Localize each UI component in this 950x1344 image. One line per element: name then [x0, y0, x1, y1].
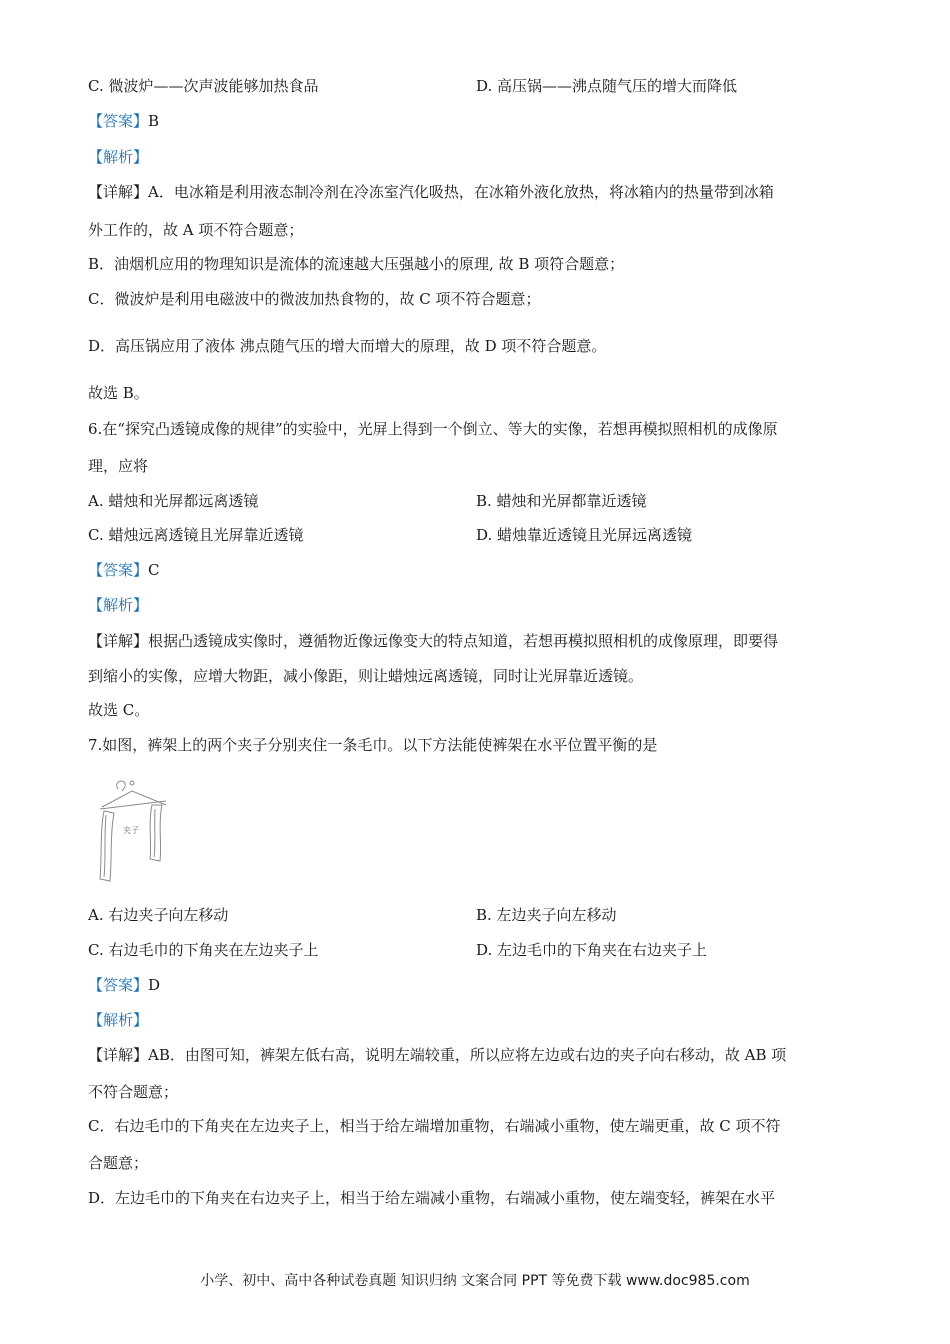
q5-detail-1: 【详解】A．电冰箱是利用液态制冷剂在冷冻室汽化吸热，在冰箱外液化放热，将冰箱内的热量带到冰箱 [88, 183, 774, 201]
q5-detail-4: C．微波炉是利用电磁波中的微波加热食物的，故 C 项不符合题意； [88, 290, 541, 308]
q7-analysis-label: 【解析】 [88, 1011, 149, 1029]
q5-detail-5: D．高压锅应用了液体 沸点随气压的增大而增大的原理，故 D 项不符合题意。 [88, 337, 607, 355]
q5-detail-2: 外工作的，故 A 项不符合题意； [88, 221, 304, 239]
q5-option-c: C. 微波炉——次声波能够加热食品 [88, 77, 319, 95]
q5-option-d: D. 高压锅——沸点随气压的增大而降低 [476, 77, 738, 95]
q6-stem-1: 6.在“探究凸透镜成像的规律”的实验中，光屏上得到一个倒立、等大的实像，若想再模拟照相机的成像原 [88, 420, 778, 438]
q7-detail-3: C．右边毛巾的下角夹在左边夹子上，相当于给左端增加重物，右端减小重物，使左端更重，故 C 项不符 [88, 1117, 781, 1135]
q5-conclusion: 故选 B。 [88, 384, 149, 402]
answer-label: 【答案】 [88, 976, 149, 994]
left-towel [100, 811, 114, 881]
hanger-hook [117, 781, 126, 791]
q7-detail-4: 合题意； [88, 1154, 149, 1172]
q6-stem-2: 理，应将 [88, 457, 149, 475]
hanger-towel-figure [92, 775, 172, 887]
right-towel [150, 805, 162, 861]
q7-answer [88, 975, 160, 995]
q5-answer [88, 111, 159, 131]
q5-detail-3: B．油烟机应用的物理知识是流体的流速越大压强越小的原理, 故 B 项符合题意； [88, 255, 625, 273]
q6-option-a: A. 蜡烛和光屏都远离透镜 [88, 492, 259, 510]
answer-label: 【答案】 [88, 561, 149, 579]
q6-detail-2: 到缩小的实像，应增大物距，减小像距，则让蜡烛远离透镜，同时让光屏靠近透镜。 [88, 667, 644, 685]
q6-analysis-label: 【解析】 [88, 596, 149, 614]
figure-clip-label: 夹子 [123, 826, 139, 835]
q6-conclusion: 故选 C。 [88, 701, 150, 719]
q6-option-b: B. 蜡烛和光屏都靠近透镜 [476, 492, 647, 510]
q7-option-d: D. 左边毛巾的下角夹在右边夹子上 [476, 941, 708, 959]
q6-option-d: D. 蜡烛靠近透镜且光屏远离透镜 [476, 526, 693, 544]
q7-option-a: A. 右边夹子向左移动 [88, 906, 229, 924]
page-footer: 小学、初中、高中各种试卷真题 知识归纳 文案合同 PPT 等免费下载 www.doc985.com [200, 1273, 750, 1289]
q6-option-c: C. 蜡烛远离透镜且光屏靠近透镜 [88, 526, 304, 544]
answer-value: D [148, 976, 161, 994]
q7-stem: 7.如图，裤架上的两个夹子分别夹住一条毛巾。以下方法能使裤架在水平位置平衡的是 [88, 736, 658, 754]
answer-label: 【答案】 [88, 112, 149, 130]
q6-answer [88, 560, 160, 580]
q5-analysis-label: 【解析】 [88, 148, 149, 166]
q6-detail-1: 【详解】根据凸透镜成实像时，遵循物近像远像变大的特点知道，若想再模拟照相机的成像原理，即要得 [88, 632, 779, 650]
q7-option-b: B. 左边夹子向左移动 [476, 906, 617, 924]
q7-option-c: C. 右边毛巾的下角夹在左边夹子上 [88, 941, 319, 959]
q7-detail-1: 【详解】AB．由图可知，裤架左低右高，说明左端较重，所以应将左边或右边的夹子向右移动，故 AB 项 [88, 1046, 787, 1064]
answer-value: B [148, 112, 160, 130]
q7-detail-5: D．左边毛巾的下角夹在右边夹子上，相当于给左端减小重物，右端减小重物，使左端变轻，裤架在水平 [88, 1189, 776, 1207]
answer-value: C [148, 561, 160, 579]
q7-detail-2: 不符合题意； [88, 1083, 179, 1101]
